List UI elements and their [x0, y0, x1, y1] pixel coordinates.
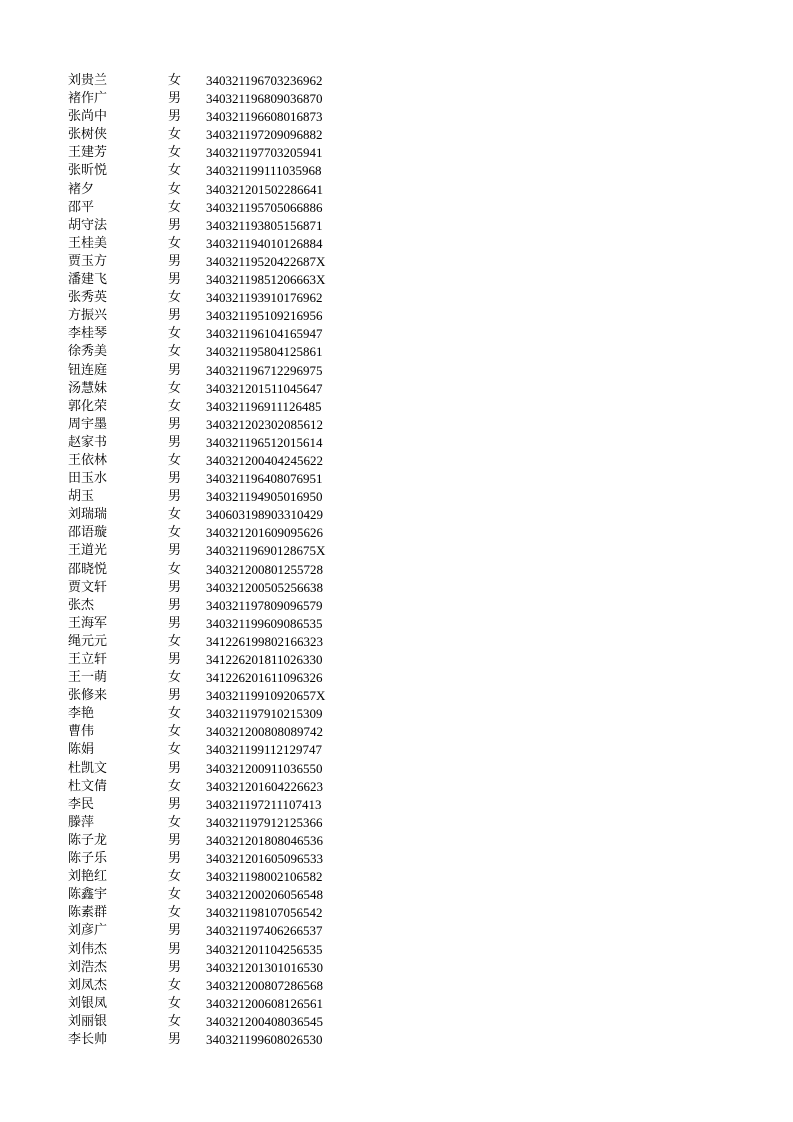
person-name: 陈娟 [68, 742, 95, 758]
person-gender: 男 [168, 91, 182, 107]
person-gender: 女 [168, 398, 182, 414]
table-row [68, 307, 368, 325]
person-id-number: 340321196408076951 [206, 471, 323, 487]
person-name: 贾文轩 [68, 579, 108, 595]
person-id-number: 340321201502286641 [206, 181, 323, 197]
person-name: 陈子龙 [68, 832, 108, 848]
person-id-number: 340321196712296975 [206, 362, 323, 378]
table-row [68, 199, 368, 217]
person-id-number: 340321194010126884 [206, 235, 323, 251]
person-id-number: 340321200206056548 [206, 887, 323, 903]
table-row [68, 850, 368, 868]
person-id-number: 340321201609095626 [206, 525, 323, 541]
person-name: 钮连庭 [68, 362, 108, 378]
person-gender: 男 [168, 308, 182, 324]
person-gender: 女 [168, 742, 182, 758]
person-id-number: 34032119910920657X [206, 688, 326, 704]
person-id-number: 340321199609086535 [206, 615, 323, 631]
table-row [68, 235, 368, 253]
person-id-number: 340321195109216956 [206, 308, 323, 324]
table-row [68, 380, 368, 398]
person-name: 邵平 [68, 199, 95, 215]
person-name: 李长帅 [68, 1031, 108, 1047]
person-gender: 女 [168, 127, 182, 143]
person-name: 刘艳红 [68, 869, 108, 885]
person-name: 杜凯文 [68, 760, 108, 776]
person-name: 胡守法 [68, 217, 108, 233]
person-name: 王依林 [68, 452, 108, 468]
person-id-number: 340321196512015614 [206, 434, 323, 450]
table-row [68, 542, 368, 560]
table-row [68, 941, 368, 959]
person-name: 李艳 [68, 706, 95, 722]
record-list [68, 72, 368, 1049]
table-row [68, 289, 368, 307]
person-id-number: 340321195705066886 [206, 199, 323, 215]
person-name: 刘彦广 [68, 923, 108, 939]
person-name: 王立轩 [68, 652, 108, 667]
person-name: 邵晓悦 [68, 561, 108, 577]
table-row [68, 705, 368, 723]
table-row [68, 181, 368, 199]
person-name: 张杰 [68, 597, 95, 613]
table-row [68, 579, 368, 597]
person-id-number: 340321200404245622 [206, 452, 323, 468]
person-gender: 男 [168, 543, 182, 559]
person-name: 褚作广 [68, 91, 108, 107]
person-id-number: 340321195804125861 [206, 344, 323, 360]
person-gender: 女 [168, 290, 182, 306]
person-name: 郭化荣 [68, 398, 108, 414]
table-row [68, 488, 368, 506]
person-gender: 男 [168, 941, 182, 957]
table-row [68, 868, 368, 886]
person-gender: 男 [168, 489, 182, 505]
person-id-number: 340321197406266537 [206, 923, 323, 939]
table-row [68, 922, 368, 940]
person-gender: 男 [168, 471, 182, 487]
table-row [68, 977, 368, 995]
person-id-number: 340321200807286568 [206, 977, 323, 993]
table-row [68, 760, 368, 778]
person-gender: 女 [168, 199, 182, 215]
person-name: 张昕悦 [68, 163, 108, 179]
person-id-number: 34032119520422687X [206, 253, 326, 269]
person-name: 李桂琴 [68, 326, 108, 342]
person-name: 赵家书 [68, 434, 108, 450]
person-id-number: 340321200505256638 [206, 579, 323, 595]
person-id-number: 340321196104165947 [206, 326, 323, 342]
table-row [68, 995, 368, 1013]
person-gender: 男 [168, 652, 182, 667]
table-row [68, 597, 368, 615]
table-row [68, 832, 368, 850]
person-name: 刘浩杰 [68, 959, 108, 975]
person-id-number: 340321201605096533 [206, 851, 323, 867]
table-row [68, 253, 368, 271]
person-gender: 女 [168, 525, 182, 541]
person-id-number: 340603198903310429 [206, 507, 323, 523]
table-row [68, 452, 368, 470]
table-row [68, 90, 368, 108]
person-gender: 女 [168, 706, 182, 722]
person-id-number: 341226199802166323 [206, 633, 323, 649]
person-gender: 女 [168, 778, 182, 794]
table-row [68, 434, 368, 452]
person-gender: 男 [168, 416, 182, 432]
table-row [68, 398, 368, 416]
person-gender: 女 [168, 887, 182, 903]
person-gender: 女 [168, 1013, 182, 1029]
person-gender: 女 [168, 344, 182, 360]
person-name: 陈鑫宇 [68, 887, 108, 903]
person-id-number: 340321194905016950 [206, 489, 323, 505]
person-id-number: 34032119851206663X [206, 272, 326, 288]
person-gender: 男 [168, 597, 182, 613]
table-row [68, 470, 368, 488]
person-name: 陈素群 [68, 905, 108, 921]
person-name: 张尚中 [68, 109, 108, 125]
person-gender: 男 [168, 272, 182, 288]
person-name: 滕萍 [68, 814, 95, 830]
person-gender: 女 [168, 633, 182, 649]
person-name: 陈子乐 [68, 851, 108, 867]
person-name: 田玉水 [68, 471, 108, 487]
person-id-number: 340321193910176962 [206, 290, 323, 306]
person-gender: 男 [168, 851, 182, 867]
person-id-number: 340321193805156871 [206, 217, 323, 233]
person-name: 汤慧妹 [68, 380, 108, 396]
person-name: 刘瑞瑞 [68, 507, 108, 523]
person-gender: 男 [168, 796, 182, 812]
person-gender: 女 [168, 724, 182, 740]
table-row [68, 416, 368, 434]
person-name: 邵语璇 [68, 525, 108, 541]
person-gender: 男 [168, 1031, 182, 1047]
person-name: 张修来 [68, 688, 108, 704]
person-name: 杜文倩 [68, 778, 108, 794]
table-row [68, 959, 368, 977]
person-gender: 男 [168, 760, 182, 776]
person-id-number: 340321201808046536 [206, 832, 323, 848]
table-row [68, 1031, 368, 1049]
person-id-number: 340321200911036550 [206, 760, 323, 776]
person-gender: 女 [168, 995, 182, 1011]
person-id-number: 340321200801255728 [206, 561, 323, 577]
person-name: 王海军 [68, 615, 108, 631]
person-gender: 男 [168, 688, 182, 704]
person-gender: 男 [168, 217, 182, 233]
person-id-number: 340321196911126485 [206, 398, 322, 414]
person-id-number: 340321199111035968 [206, 163, 322, 179]
table-row [68, 126, 368, 144]
person-name: 曹伟 [68, 724, 95, 740]
table-row [68, 362, 368, 380]
person-name: 贾玉方 [68, 253, 108, 269]
person-gender: 男 [168, 832, 182, 848]
person-id-number: 341226201811026330 [206, 652, 323, 667]
person-name: 刘丽银 [68, 1013, 108, 1029]
person-name: 周宇墨 [68, 416, 108, 432]
person-name: 方振兴 [68, 308, 108, 324]
person-id-number: 340321199608026530 [206, 1031, 323, 1047]
person-gender: 男 [168, 959, 182, 975]
person-gender: 女 [168, 905, 182, 921]
person-name: 张树侠 [68, 127, 108, 143]
table-row [68, 72, 368, 90]
table-row [68, 651, 368, 669]
person-id-number: 340321196703236962 [206, 73, 323, 88]
person-id-number: 340321201301016530 [206, 959, 323, 975]
table-row [68, 108, 368, 126]
person-id-number: 340321197209096882 [206, 127, 323, 143]
person-name: 刘伟杰 [68, 941, 108, 957]
person-name: 褚夕 [68, 181, 95, 197]
person-id-number: 340321200408036545 [206, 1013, 323, 1029]
person-gender: 女 [168, 380, 182, 396]
person-gender: 女 [168, 670, 182, 686]
table-row [68, 506, 368, 524]
person-name: 张秀英 [68, 290, 108, 306]
person-gender: 女 [168, 163, 182, 179]
person-gender: 女 [168, 869, 182, 885]
person-gender: 男 [168, 253, 182, 269]
table-row [68, 886, 368, 904]
table-row [68, 343, 368, 361]
person-name: 胡玉 [68, 489, 95, 505]
person-id-number: 340321200608126561 [206, 995, 323, 1011]
person-id-number: 340321199112129747 [206, 742, 323, 758]
person-name: 潘建飞 [68, 272, 108, 288]
person-id-number: 34032119690128675X [206, 543, 326, 559]
table-row [68, 741, 368, 759]
person-name: 王桂美 [68, 235, 108, 251]
person-gender: 女 [168, 977, 182, 993]
person-name: 李民 [68, 796, 95, 812]
person-id-number: 340321197910215309 [206, 706, 323, 722]
table-row [68, 778, 368, 796]
table-row [68, 669, 368, 687]
table-row [68, 561, 368, 579]
table-row [68, 271, 368, 289]
person-gender: 女 [168, 326, 182, 342]
table-row [68, 796, 368, 814]
person-id-number: 340321197912125366 [206, 814, 323, 830]
table-row [68, 144, 368, 162]
table-row [68, 325, 368, 343]
person-id-number: 340321197703205941 [206, 145, 323, 161]
person-id-number: 340321196809036870 [206, 91, 323, 107]
table-row [68, 814, 368, 832]
person-gender: 女 [168, 561, 182, 577]
table-row [68, 1013, 368, 1031]
table-row [68, 723, 368, 741]
person-name: 绳元元 [68, 633, 108, 649]
person-gender: 女 [168, 181, 182, 197]
person-name: 刘贵兰 [68, 73, 108, 88]
person-name: 王道光 [68, 543, 108, 559]
table-row [68, 524, 368, 542]
person-id-number: 340321201104256535 [206, 941, 323, 957]
person-id-number: 340321198002106582 [206, 869, 323, 885]
person-gender: 女 [168, 507, 182, 523]
person-name: 刘凤杰 [68, 977, 108, 993]
table-row [68, 162, 368, 180]
person-gender: 男 [168, 615, 182, 631]
table-row [68, 615, 368, 633]
person-id-number: 340321197211107413 [206, 796, 322, 812]
person-gender: 女 [168, 235, 182, 251]
person-gender: 男 [168, 362, 182, 378]
person-gender: 男 [168, 579, 182, 595]
person-name: 王建芳 [68, 145, 108, 161]
person-id-number: 340321201604226623 [206, 778, 323, 794]
person-name: 王一萌 [68, 670, 108, 686]
person-id-number: 340321196608016873 [206, 109, 323, 125]
person-id-number: 340321197809096579 [206, 597, 323, 613]
person-gender: 男 [168, 923, 182, 939]
person-id-number: 340321198107056542 [206, 905, 323, 921]
table-row [68, 217, 368, 235]
person-gender: 女 [168, 145, 182, 161]
person-gender: 男 [168, 434, 182, 450]
person-name: 刘银凤 [68, 995, 108, 1011]
table-row [68, 633, 368, 651]
person-gender: 女 [168, 452, 182, 468]
person-gender: 女 [168, 73, 182, 88]
person-gender: 女 [168, 814, 182, 830]
person-gender: 男 [168, 109, 182, 125]
person-id-number: 340321201511045647 [206, 380, 323, 396]
table-row [68, 687, 368, 705]
person-name: 徐秀美 [68, 344, 108, 360]
person-id-number: 340321200808089742 [206, 724, 323, 740]
person-id-number: 341226201611096326 [206, 670, 323, 686]
table-row [68, 904, 368, 922]
person-id-number: 340321202302085612 [206, 416, 323, 432]
